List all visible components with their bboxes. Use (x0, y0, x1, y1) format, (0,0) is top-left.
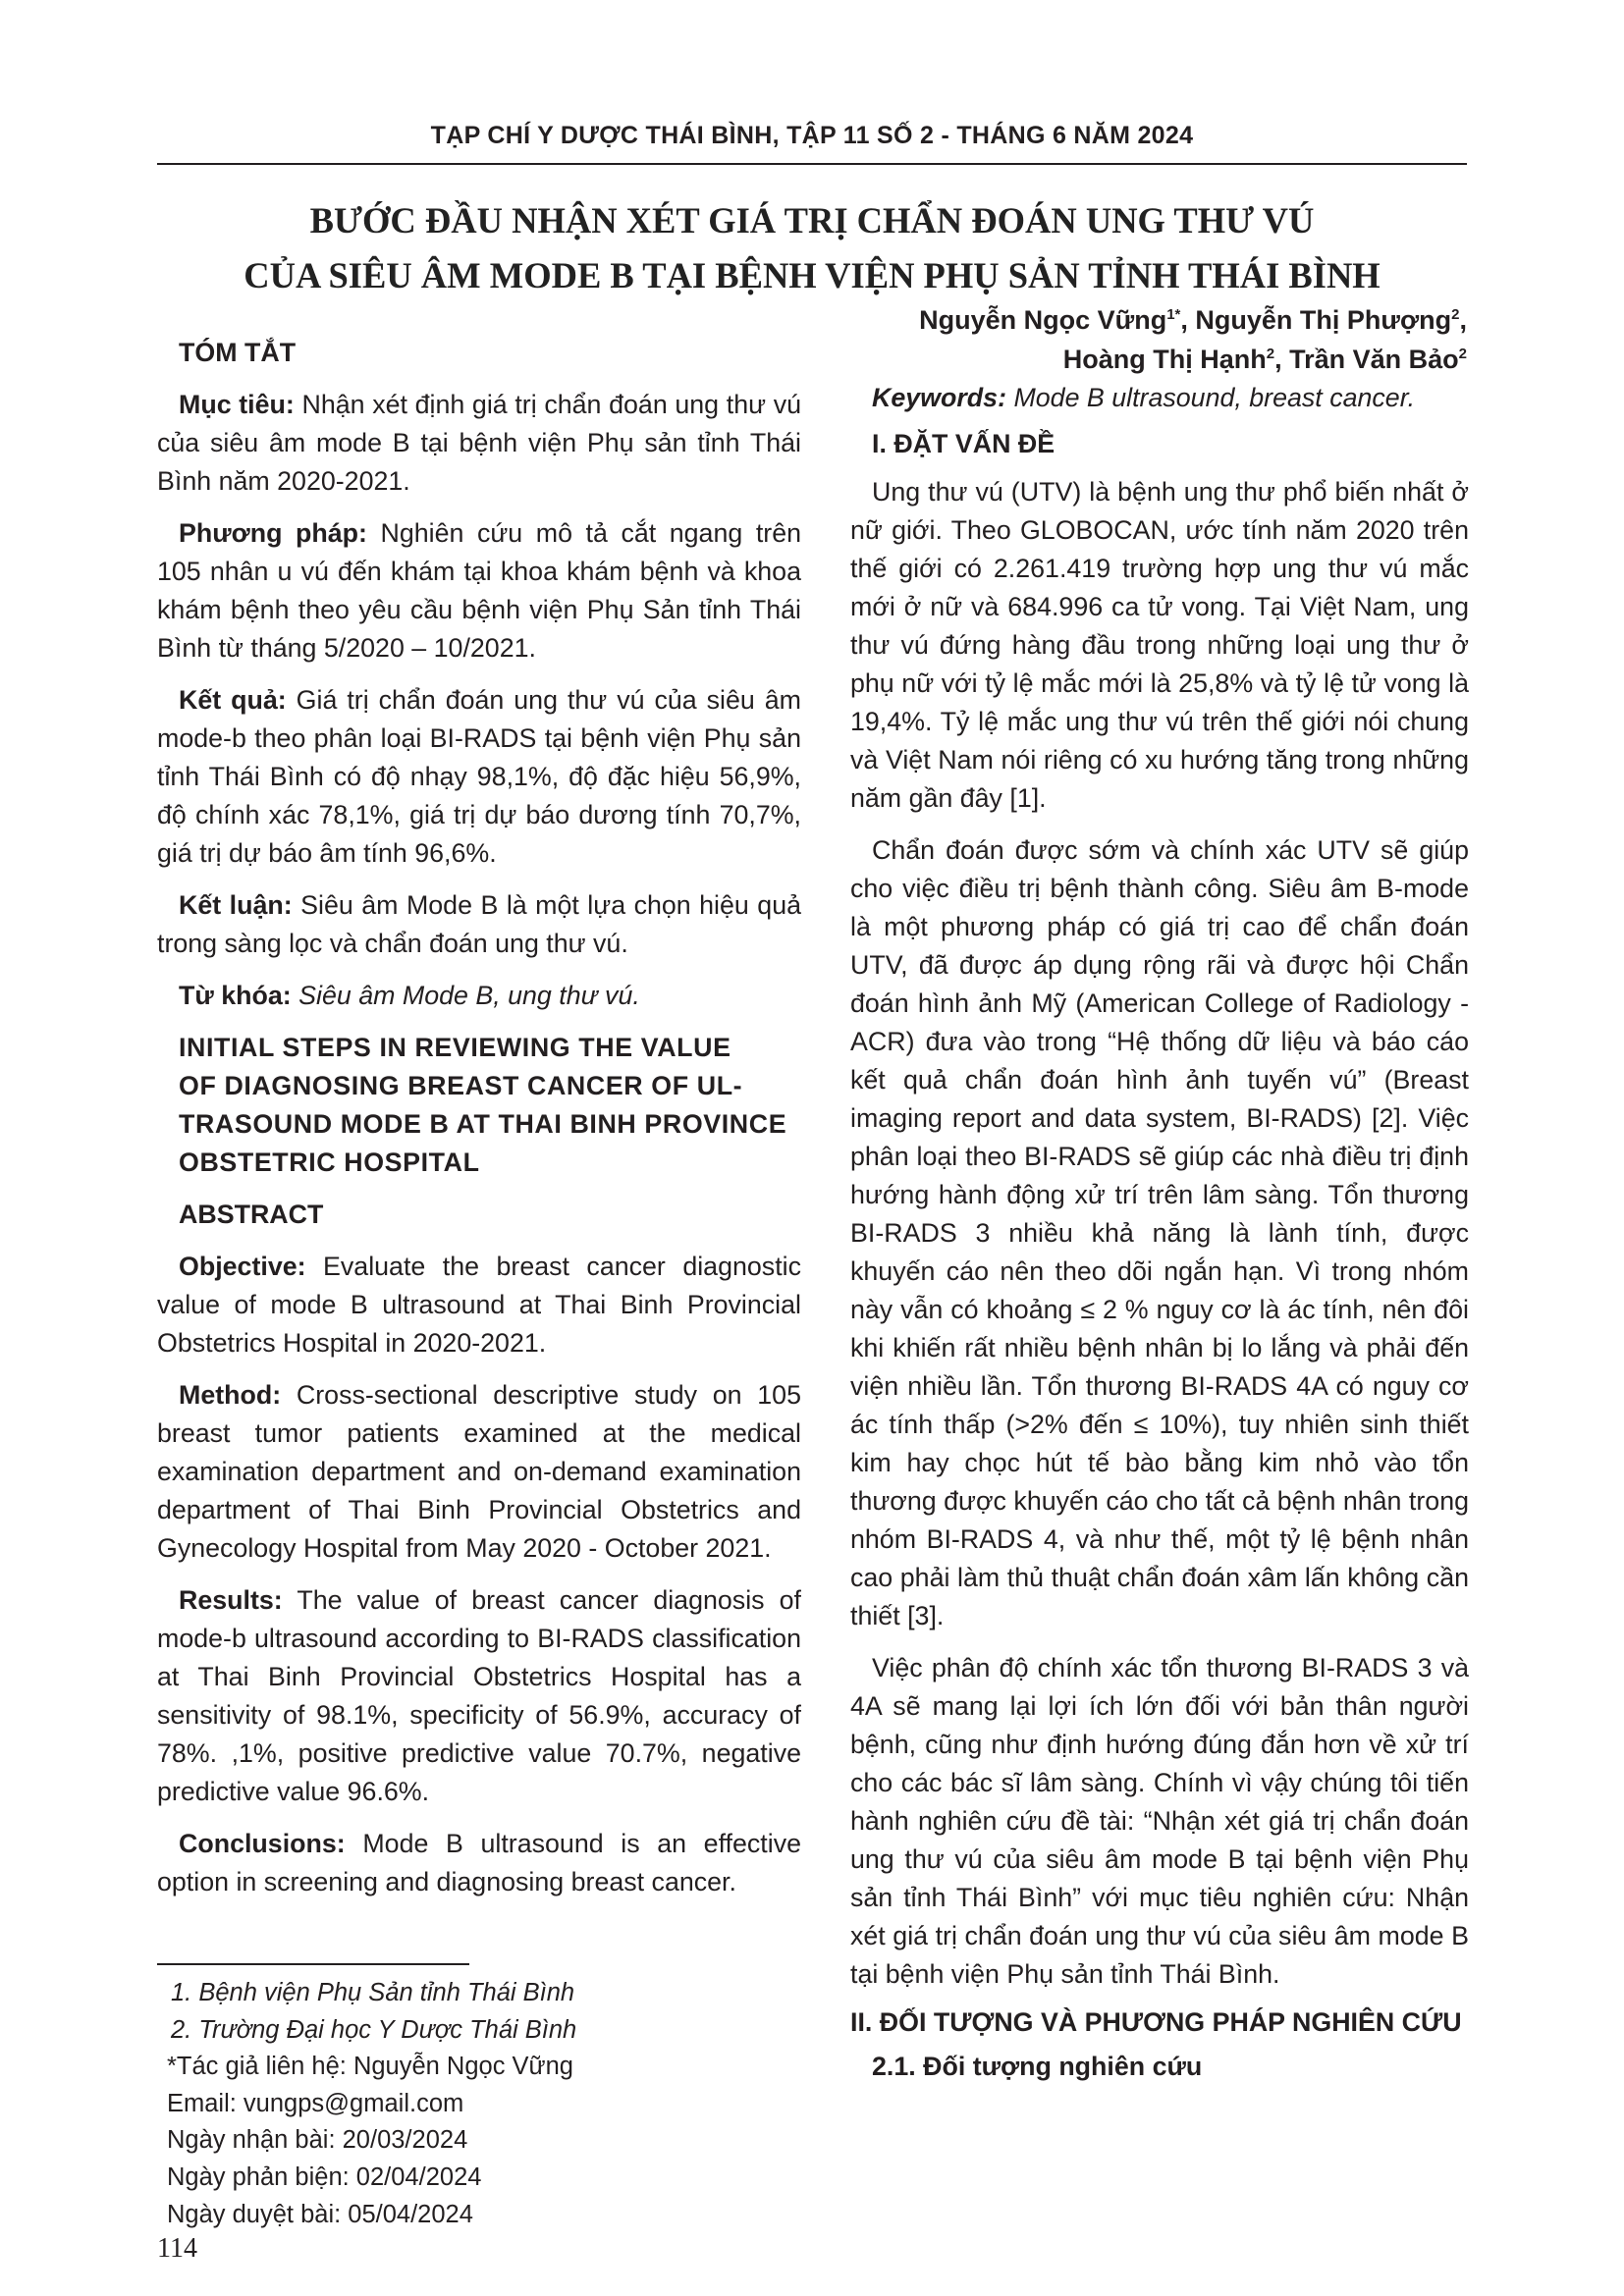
footnote-rule (157, 1963, 469, 1965)
section-1-paragraph-2: Chẩn đoán được sớm và chính xác UTV sẽ giúp cho việc điều trị bệnh thành công. Siêu âm B-mode là một phương pháp có giá trị cao để chẩn đoán UTV, đã được áp dụng rộng rãi và được hội Chẩn đoán hình ảnh Mỹ (American College of Radiology - ACR) đưa vào trong “Hệ thống dữ liệu và báo cáo kết quả chẩn đoán hình ảnh tuyến vú” (Breast imaging report and data system, BI-RADS) [2]. Việc phân loại theo BI-RADS sẽ giúp các nhà điều trị định hướng hành động xử trí trên lâm sàng. Tổn thương BI-RADS 3 nhiều khả năng là lành tính, được khuyến cáo nên theo dõi ngắn hạn. Vì trong nhóm này vẫn có khoảng ≤ 2 % nguy cơ là ác tính, nên đôi khi khiến rất nhiều bệnh nhân bị lo lắng và phải đến viện nhiều lần. Tổn thương BI-RADS 4A có nguy cơ ác tính thấp (>2% đến ≤ 10%), tuy nhiên sinh thiết kim hay chọc hút tế bào bằng kim nhỏ vào tổn thương được khuyến cáo cho tất cả bệnh nhân trong nhóm BI-RADS 4, và như thế, một tỷ lệ bệnh nhân cao phải làm thủ thuật chẩn đoán xâm lấn không cần thiết [3]. (850, 835, 1469, 1630)
abstract-vi-objective (157, 386, 801, 501)
author-list (850, 300, 1467, 379)
author-name: Nguyễn Ngọc Vững (919, 305, 1167, 335)
article-title (118, 193, 1506, 303)
abstract-vi-keywords (157, 977, 801, 1015)
abstract-en-method (157, 1376, 801, 1568)
method-text: Nghiên cứu mô tả cắt ngang trên 105 nhân u vú đến khám tại khoa khám bệnh và khoa khám bệnh theo yêu cầu bệnh viện Phụ Sản tỉnh Thái Bình từ tháng 5/2020 – 10/2021. (157, 518, 802, 663)
author-separator: , (1459, 305, 1467, 335)
method-text: Cross-sectional descriptive study on 105 breast tumor patients examined at the medical examination department and on-demand examination department of Thai Binh Provincial Obstetrics and Gynecology Hospital from May 2020 - October 2021. (157, 1380, 801, 1563)
abstract-vi-method (157, 514, 801, 667)
method-label: Phương pháp: (179, 518, 367, 548)
keywords-text: Siêu âm Mode B, ung thư vú. (291, 981, 640, 1010)
english-title (157, 1029, 801, 1182)
author-separator: , (1274, 345, 1290, 374)
left-column (157, 334, 801, 1901)
keywords-label: Keywords: (872, 383, 1006, 412)
abstract-en-objective (157, 1248, 801, 1362)
page-number: 114 (157, 2233, 197, 2264)
abstract-en-results (157, 1581, 801, 1811)
results-text: Giá trị chẩn đoán ung thư vú của siêu âm mode-b theo phân loại BI-RADS tại bệnh viện Phụ sản tỉnh Thái Bình có độ nhạy 98,1%, độ đặc hiệu 56,9%, độ chính xác 78,1%, giá trị dự báo dương tính 70,7%, giá trị dự báo âm tính 96,6%. (157, 685, 801, 868)
author-line-2 (850, 340, 1467, 379)
results-text: The value of breast cancer diagnosis of mode-b ultrasound according to BI-RADS classification at Thai Binh Provincial Obstetrics Hospital has a sensitivity of 98.1%, specificity of 56.9%, accuracy of 78%. ,1%, positive predictive value 70.7%, negative predictive value 96.6%. (157, 1585, 801, 1806)
objective-text: Nhận xét định giá trị chẩn đoán ung thư vú của siêu âm mode B tại bệnh viện Phụ sản tỉnh Thái Bình năm 2020-2021. (157, 390, 801, 496)
abstract-en-conclusions (157, 1825, 801, 1901)
abstract-en-heading: ABSTRACT (179, 1200, 324, 1229)
title-line-1: BƯỚC ĐẦU NHẬN XÉT GIÁ TRỊ CHẨN ĐOÁN UNG THƯ VÚ (309, 200, 1315, 240)
author-affiliation: 2 (1451, 306, 1460, 323)
author-affiliation: 1* (1166, 306, 1181, 323)
abstract-vi-heading: TÓM TẮT (179, 338, 297, 367)
section-2-heading: II. ĐỐI TƯỢNG VÀ PHƯƠNG PHÁP NGHIÊN CỨU (850, 2007, 1462, 2037)
author-affiliation: 2 (1458, 346, 1467, 362)
author-affiliation: 2 (1266, 346, 1275, 362)
results-label: Kết quả: (179, 685, 287, 715)
conclusion-label: Kết luận: (179, 890, 293, 920)
abstract-vi-results (157, 681, 801, 873)
english-title-line: OF DIAGNOSING BREAST CANCER OF UL- (179, 1071, 743, 1100)
section-1-heading: I. ĐẶT VẤN ĐỀ (872, 429, 1056, 458)
section-1-paragraph-3: Việc phân độ chính xác tổn thương BI-RADS 3 và 4A sẽ mang lại lợi ích lớn đối với bản thân người bệnh, cũng như định hướng đúng đắn hơn về xử trí cho các bác sĩ lâm sàng. Chính vì vậy chúng tôi tiến hành nghiên cứu đề tài: “Nhận xét giá trị chẩn đoán ung thư vú của siêu âm mode B tại bệnh viện Phụ sản tỉnh Thái Bình” với mục tiêu nghiên cứu: Nhận xét giá trị chẩn đoán ung thư vú của siêu âm mode B tại bệnh viện Phụ sản tỉnh Thái Bình. (850, 1653, 1469, 1989)
footnote-affiliation-1: 1. Bệnh viện Phụ Sản tỉnh Thái Bình (171, 1979, 575, 2006)
footnote-affiliation-2: 2. Trường Đại học Y Dược Thái Bình (171, 2015, 577, 2044)
keywords-label: Từ khóa: (179, 981, 292, 1010)
header-rule (157, 163, 1467, 165)
footnote-contact: *Tác giả liên hệ: Nguyễn Ngọc Vững (167, 2053, 573, 2081)
objective-label: Objective: (179, 1252, 306, 1281)
author-name: Nguyễn Thị Phượng (1195, 305, 1452, 335)
conclusion-text: Siêu âm Mode B là một lựa chọn hiệu quả trong sàng lọc và chẩn đoán ung thư vú. (157, 890, 801, 958)
footnotes (167, 1975, 795, 2233)
author-separator: , (1180, 305, 1196, 335)
conclusions-text: Mode B ultrasound is an effective option in screening and diagnosing breast cancer. (157, 1829, 801, 1896)
footnote-accepted: Ngày duyệt bài: 05/04/2024 (167, 2200, 473, 2228)
results-label: Results: (179, 1585, 283, 1615)
english-title-line: OBSTETRIC HOSPITAL (179, 1148, 480, 1177)
journal-header: TẠP CHÍ Y DƯỢC THÁI BÌNH, TẬP 11 SỐ 2 - THÁNG 6 NĂM 2024 (430, 122, 1194, 149)
right-column (850, 379, 1469, 2086)
author-line-1 (850, 300, 1467, 340)
keywords-text: Mode B ultrasound, breast cancer. (1006, 383, 1416, 412)
title-line-2: CỦA SIÊU ÂM MODE B TẠI BỆNH VIỆN PHỤ SẢN TỈNH THÁI BÌNH (244, 255, 1380, 295)
section-2-1-heading: 2.1. Đối tượng nghiên cứu (872, 2052, 1203, 2081)
objective-text: Evaluate the breast cancer diagnostic value of mode B ultrasound at Thai Binh Provincial Obstetrics Hospital in 2020-2021. (157, 1252, 801, 1358)
footnote-received: Ngày nhận bài: 20/03/2024 (167, 2126, 468, 2155)
footnote-reviewed: Ngày phản biện: 02/04/2024 (167, 2163, 482, 2191)
abstract-vi-conclusion (157, 886, 801, 963)
author-name: Hoàng Thị Hạnh (1062, 345, 1267, 374)
abstract-en-keywords (850, 379, 1469, 417)
author-name: Trần Văn Bảo (1289, 345, 1459, 374)
english-title-line: INITIAL STEPS IN REVIEWING THE VALUE (179, 1033, 731, 1062)
conclusions-label: Conclusions: (179, 1829, 346, 1858)
method-label: Method: (179, 1380, 282, 1410)
footnote-email: Email: vungps@gmail.com (167, 2089, 464, 2117)
section-1-paragraph-1: Ung thư vú (UTV) là bệnh ung thư phổ biến nhất ở nữ giới. Theo GLOBOCAN, ước tính năm 2020 trên thế giới có 2.261.419 trường hợp ung thư vú mắc mới ở nữ và 684.996 ca tử vong. Tại Việt Nam, ung thư vú đứng hàng đầu trong những loại ung thư ở phụ nữ với tỷ lệ mắc mới là 25,8% và tỷ lệ tử vong là 19,4%. Tỷ lệ mắc ung thư vú trên thế giới nói chung và Việt Nam nói riêng có xu hướng tăng trong những năm gần đây [1]. (850, 477, 1469, 813)
english-title-line: TRASOUND MODE B AT THAI BINH PROVINCE (179, 1109, 787, 1139)
objective-label: Mục tiêu: (179, 390, 295, 419)
